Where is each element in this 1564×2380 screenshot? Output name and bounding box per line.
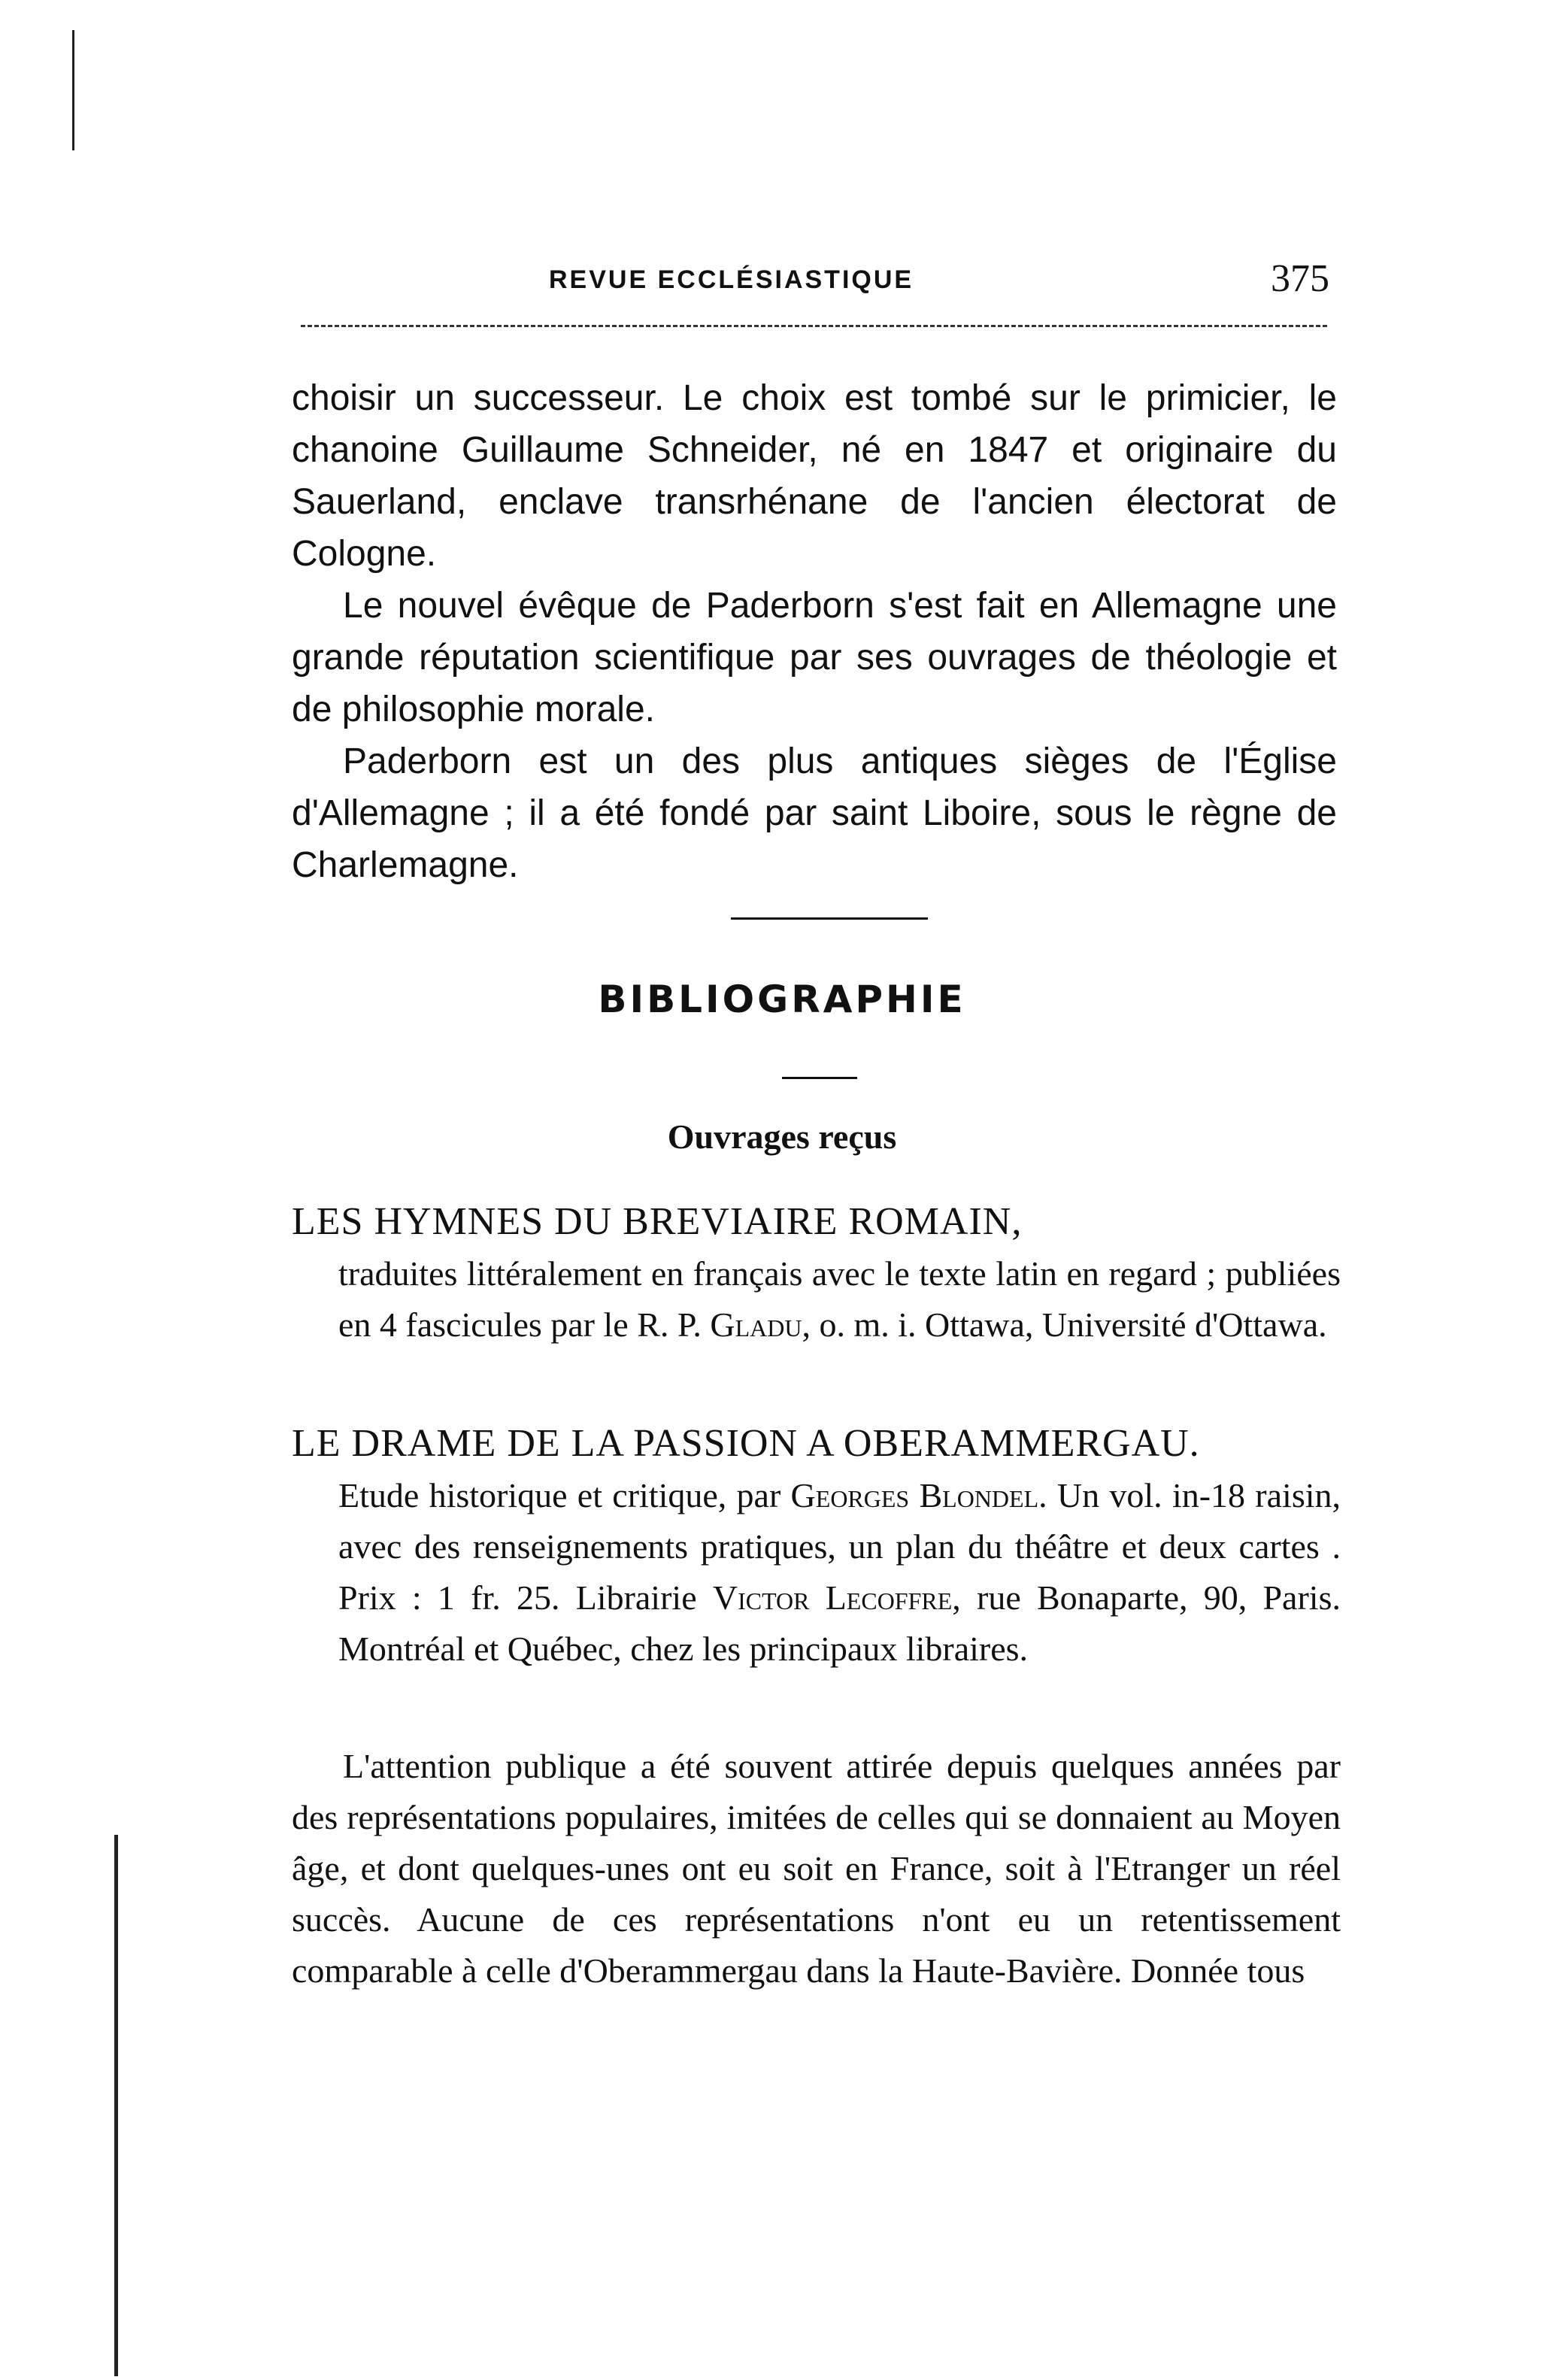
subsection-heading: Ouvrages reçus	[667, 1117, 897, 1156]
intro-text	[292, 372, 1337, 891]
bibliography-entry	[292, 1196, 1341, 1351]
entry-title: LE DRAME DE LA PASSION A OBERAMMERGAU.	[292, 1422, 1200, 1465]
entry-author: Gladu	[710, 1305, 802, 1344]
scan-margin-mark	[114, 1835, 118, 2376]
bibliography-entry	[292, 1417, 1341, 1675]
entry-title: LES HYMNES DU BREVIAIRE ROMAIN,	[292, 1200, 1023, 1243]
header-rule	[301, 325, 1327, 327]
paragraph-1: choisir un successeur. Le choix est tombé sur le primicier, le chanoine Guillaume Schneider, né en 1847 et originaire du Sauerland, enclave transrhénane de l'ancien électorat de Cologne.	[292, 378, 1337, 574]
entry-author: Georges Blondel	[790, 1476, 1039, 1514]
paragraph-2: Le nouvel évêque de Paderborn s'est fait en Allemagne une grande réputation scientifique par ses ouvrages de théologie et de philosophie morale.	[292, 586, 1337, 729]
review-paragraph: L'attention publique a été souvent attirée depuis quelques années par des représentations populaires, imitées de celles qui se donnaient au Moyen âge, et dont quelques-unes ont eu soit en France, soit à l'Etranger un réel succès. Aucune de ces représentations n'ont eu un retentissement comparable à celle d'Oberammergau dans la Haute-Bavière. Donnée tous	[292, 1747, 1341, 1990]
page-header	[286, 259, 1338, 305]
page-number: 375	[1271, 257, 1329, 300]
entry-description: traduites littéralement en français avec le texte latin en regard ; publiées en 4 fascicules par le R. P. Gladu, o. m. i. Ottawa, Université d'Ottawa.	[338, 1254, 1341, 1344]
section-divider	[731, 917, 928, 920]
scan-margin-mark	[72, 30, 74, 150]
paragraph-3: Paderborn est un des plus antiques sièges de l'Église d'Allemagne ; il a été fondé par saint Liboire, sous le règne de Charlemagne.	[292, 741, 1337, 885]
running-title: REVUE ECCLÉSIASTIQUE	[549, 265, 914, 294]
section-title: BIBLIOGRAPHIE	[598, 978, 966, 1021]
subsection-divider	[782, 1077, 857, 1079]
entry-publisher: Victor Lecoffre	[712, 1578, 953, 1617]
entry-description: Etude historique et critique, par Georges Blondel. Un vol. in-18 raisin, avec des renseignements pratiques, un plan du théâtre et deux cartes . Prix : 1 fr. 25. Librairie Victor Lecoffre, rue Bonaparte, 90, Paris. Montréal et Québec, chez les principaux libraires.	[338, 1476, 1341, 1668]
review-text	[292, 1741, 1341, 1996]
